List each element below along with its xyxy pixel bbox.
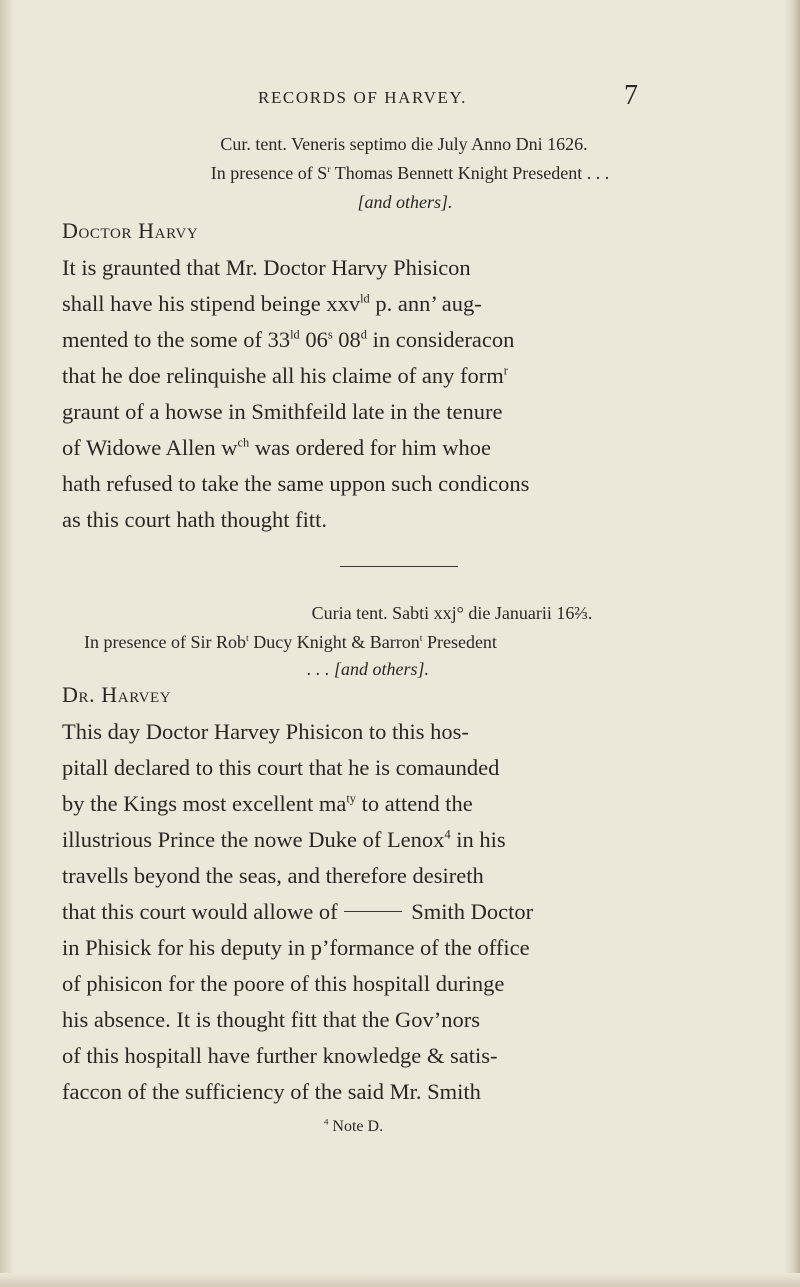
entry2-court-line: Curia tent. Sabti xxj° die Januarii 16⅔. [311, 603, 593, 623]
page-header [258, 80, 658, 116]
entry2-line-11: faccon of the sufficiency of the said Mr. Smith [62, 1079, 481, 1104]
entry2-line-1: This day Doctor Harvey Phisicon to this hos- [62, 719, 469, 744]
entry2-line-6: that this court would allowe of Smith Doctor [62, 899, 534, 924]
entry2-line-2: pitall declared to this court that he is comaunded [62, 755, 500, 780]
entry2-line-7: in Phisick for his deputy in p’formance of the office [62, 935, 530, 960]
entry2-heading: Dr. Harvey [62, 682, 172, 707]
entry2-line-5: travells beyond the seas, and therefore desireth [62, 863, 484, 888]
entry2-line-10: of this hospitall have further knowledge & satis- [62, 1043, 498, 1068]
entry1-heading: Doctor Harvy [62, 218, 199, 243]
entry2-presence-line: In presence of Sir Rob$^t$ Ducy Knight & Barron$^t$ Presedent [84, 632, 497, 652]
entry1-line-3: mented to the some of $33^{ld}$ 06$^s$ 08$^d$ in consideracon [62, 327, 515, 352]
entry1-line-7: hath refused to take the same uppon such condicons [62, 471, 530, 496]
footnote: $^4$ Note D. [324, 1116, 384, 1135]
entry1-and-others: [and others]. [357, 192, 453, 212]
entry1-line-4: that he doe relinquishe all his claime of any form$^r$ [62, 363, 508, 388]
page-left-edge-shadow [0, 0, 14, 1287]
entry2-line-8: of phisicon for the poore of this hospitall duringe [62, 971, 505, 996]
entry1-line-8: as this court hath thought fitt. [62, 507, 327, 532]
entry1-line-5: graunt of a howse in Smithfeild late in the tenure [62, 399, 503, 424]
page-right-edge-shadow [784, 0, 800, 1287]
entry2-line-4: illustrious Prince the nowe Duke of Lenox$^4$ in his [62, 827, 506, 852]
entry2-line-3: by the Kings most excellent $ma^{ty}$ to attend the [62, 791, 473, 816]
entry1-line-6: of Widowe Allen $w^{ch}$ was ordered for him whoe [62, 435, 492, 460]
running-head: RECORDS OF HARVEY. [258, 88, 467, 107]
entry1-court-line: Cur. tent. Veneris septimo die July Anno Dni 1626. [220, 134, 588, 154]
entry1-line-2: shall have his stipend beinge xxv$^{ld}$ p. ann’ aug- [62, 291, 482, 316]
blank-name-dash [344, 911, 402, 912]
section-divider [340, 566, 458, 567]
page-bottom-edge-shadow [0, 1273, 800, 1287]
entry2-and-others: . . . [and others]. [307, 659, 430, 679]
entry1-presence-line: In presence of $S^r$ Thomas Bennett Knight Presedent . . . [210, 163, 610, 183]
entry1-line-1: It is graunted that Mr. Doctor Harvy Phisicon [62, 255, 471, 280]
page-number: 7 [624, 80, 638, 111]
entry2-line-9: his absence. It is thought fitt that the Gov’nors [62, 1007, 481, 1032]
